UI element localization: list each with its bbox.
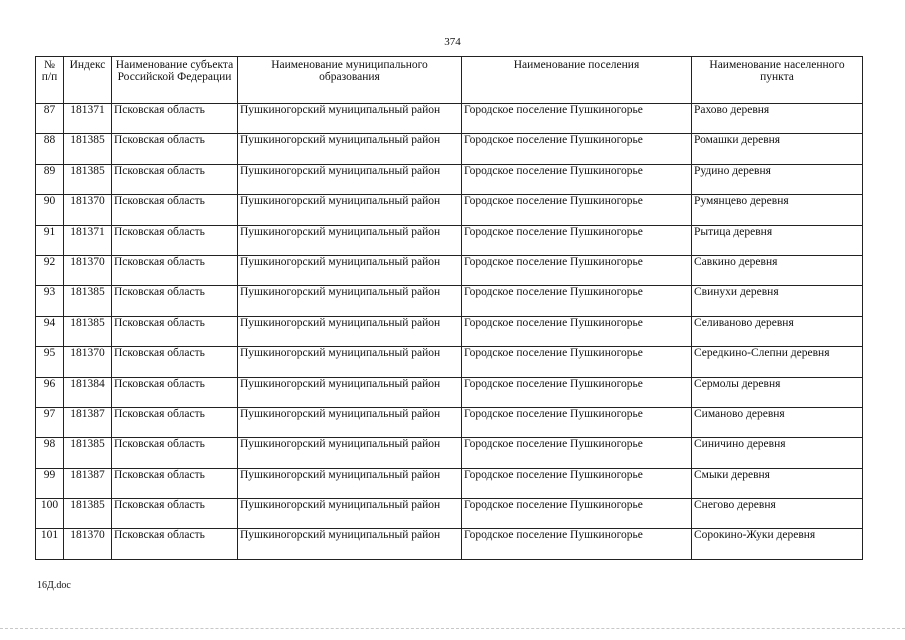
table-row	[36, 225, 863, 255]
cell-locality: Смыки деревня	[692, 468, 863, 498]
cell-municipality: Пушкиногорский муниципальный район	[238, 286, 462, 316]
cell-index: 181385	[64, 499, 112, 529]
cell-num: 90	[36, 195, 64, 225]
cell-municipality: Пушкиногорский муниципальный район	[238, 407, 462, 437]
cell-region: Псковская область	[112, 438, 238, 468]
cell-settlement: Городское поселение Пушкиногорье	[462, 316, 692, 346]
cell-municipality: Пушкиногорский муниципальный район	[238, 255, 462, 285]
cell-region: Псковская область	[112, 255, 238, 285]
scan-edge-line	[0, 628, 905, 629]
cell-municipality: Пушкиногорский муниципальный район	[238, 377, 462, 407]
cell-settlement: Городское поселение Пушкиногорье	[462, 255, 692, 285]
header-region: Наименование субъекта Российской Федерации	[112, 57, 238, 104]
cell-municipality: Пушкиногорский муниципальный район	[238, 347, 462, 377]
cell-locality: Симаново деревня	[692, 407, 863, 437]
cell-region: Псковская область	[112, 195, 238, 225]
cell-settlement: Городское поселение Пушкиногорье	[462, 468, 692, 498]
cell-region: Псковская область	[112, 104, 238, 134]
table-row	[36, 104, 863, 134]
cell-index: 181370	[64, 195, 112, 225]
table-row	[36, 195, 863, 225]
cell-municipality: Пушкиногорский муниципальный район	[238, 316, 462, 346]
cell-locality: Рытица деревня	[692, 225, 863, 255]
settlements-table	[35, 56, 863, 560]
cell-locality: Рудино деревня	[692, 164, 863, 194]
cell-num: 93	[36, 286, 64, 316]
table-row	[36, 468, 863, 498]
cell-region: Псковская область	[112, 468, 238, 498]
page-number: 374	[444, 36, 461, 48]
cell-num: 89	[36, 164, 64, 194]
cell-num: 92	[36, 255, 64, 285]
cell-region: Псковская область	[112, 164, 238, 194]
cell-region: Псковская область	[112, 316, 238, 346]
cell-index: 181385	[64, 286, 112, 316]
cell-locality: Румянцево деревня	[692, 195, 863, 225]
cell-municipality: Пушкиногорский муниципальный район	[238, 134, 462, 164]
cell-locality: Савкино деревня	[692, 255, 863, 285]
cell-settlement: Городское поселение Пушкиногорье	[462, 225, 692, 255]
table-row	[36, 286, 863, 316]
cell-region: Псковская область	[112, 407, 238, 437]
cell-index: 181385	[64, 164, 112, 194]
cell-num: 96	[36, 377, 64, 407]
header-municipality: Наименование муниципального образования	[238, 57, 462, 104]
cell-index: 181385	[64, 438, 112, 468]
cell-index: 181384	[64, 377, 112, 407]
cell-settlement: Городское поселение Пушкиногорье	[462, 195, 692, 225]
cell-settlement: Городское поселение Пушкиногорье	[462, 529, 692, 559]
cell-num: 101	[36, 529, 64, 559]
cell-num: 94	[36, 316, 64, 346]
cell-num: 99	[36, 468, 64, 498]
table-body	[36, 104, 863, 560]
cell-locality: Сермолы деревня	[692, 377, 863, 407]
cell-settlement: Городское поселение Пушкиногорье	[462, 347, 692, 377]
cell-index: 181385	[64, 134, 112, 164]
table-row	[36, 316, 863, 346]
table-row	[36, 134, 863, 164]
table-row	[36, 499, 863, 529]
cell-locality: Рахово деревня	[692, 104, 863, 134]
cell-municipality: Пушкиногорский муниципальный район	[238, 529, 462, 559]
header-index: Индекс	[64, 57, 112, 104]
cell-locality: Середкино-Слепни деревня	[692, 347, 863, 377]
cell-municipality: Пушкиногорский муниципальный район	[238, 225, 462, 255]
table-row	[36, 407, 863, 437]
cell-num: 88	[36, 134, 64, 164]
cell-region: Псковская область	[112, 134, 238, 164]
cell-num: 95	[36, 347, 64, 377]
table-row	[36, 529, 863, 559]
cell-index: 181371	[64, 104, 112, 134]
cell-region: Псковская область	[112, 529, 238, 559]
cell-index: 181370	[64, 255, 112, 285]
header-settlement: Наименование поселения	[462, 57, 692, 104]
cell-index: 181370	[64, 529, 112, 559]
cell-locality: Свинухи деревня	[692, 286, 863, 316]
cell-index: 181371	[64, 225, 112, 255]
cell-settlement: Городское поселение Пушкиногорье	[462, 377, 692, 407]
cell-locality: Селиваново деревня	[692, 316, 863, 346]
cell-settlement: Городское поселение Пушкиногорье	[462, 134, 692, 164]
cell-index: 181387	[64, 468, 112, 498]
header-locality: Наименование населенного пункта	[692, 57, 863, 104]
cell-municipality: Пушкиногорский муниципальный район	[238, 499, 462, 529]
table-row	[36, 255, 863, 285]
cell-settlement: Городское поселение Пушкиногорье	[462, 407, 692, 437]
cell-num: 91	[36, 225, 64, 255]
cell-municipality: Пушкиногорский муниципальный район	[238, 104, 462, 134]
table-header-row	[36, 57, 863, 104]
cell-region: Псковская область	[112, 225, 238, 255]
cell-region: Псковская область	[112, 347, 238, 377]
cell-locality: Ромашки деревня	[692, 134, 863, 164]
cell-locality: Синичино деревня	[692, 438, 863, 468]
cell-num: 87	[36, 104, 64, 134]
cell-region: Псковская область	[112, 377, 238, 407]
cell-municipality: Пушкиногорский муниципальный район	[238, 164, 462, 194]
cell-settlement: Городское поселение Пушкиногорье	[462, 104, 692, 134]
cell-settlement: Городское поселение Пушкиногорье	[462, 499, 692, 529]
cell-index: 181370	[64, 347, 112, 377]
cell-index: 181385	[64, 316, 112, 346]
cell-region: Псковская область	[112, 286, 238, 316]
cell-locality: Сорокино-Жуки деревня	[692, 529, 863, 559]
table-row	[36, 164, 863, 194]
cell-num: 100	[36, 499, 64, 529]
cell-municipality: Пушкиногорский муниципальный район	[238, 468, 462, 498]
footer-filename: 16Д.doc	[37, 580, 71, 591]
cell-municipality: Пушкиногорский муниципальный район	[238, 195, 462, 225]
cell-num: 98	[36, 438, 64, 468]
table-row	[36, 438, 863, 468]
cell-municipality: Пушкиногорский муниципальный район	[238, 438, 462, 468]
cell-index: 181387	[64, 407, 112, 437]
table-row	[36, 377, 863, 407]
header-num: № п/п	[36, 57, 64, 104]
cell-settlement: Городское поселение Пушкиногорье	[462, 438, 692, 468]
cell-region: Псковская область	[112, 499, 238, 529]
cell-num: 97	[36, 407, 64, 437]
cell-settlement: Городское поселение Пушкиногорье	[462, 286, 692, 316]
cell-settlement: Городское поселение Пушкиногорье	[462, 164, 692, 194]
table-row	[36, 347, 863, 377]
cell-locality: Снегово деревня	[692, 499, 863, 529]
